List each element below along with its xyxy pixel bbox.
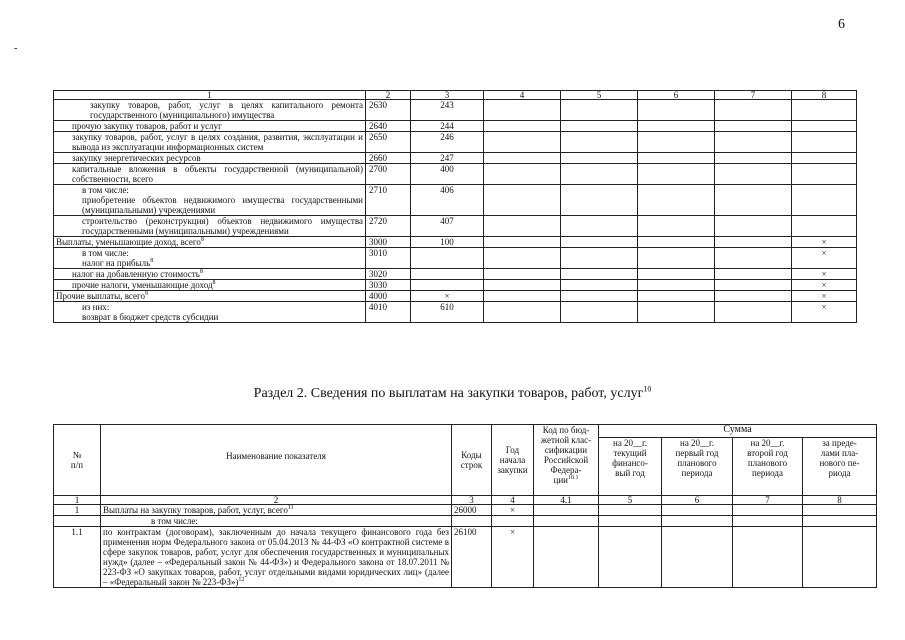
- margin-mark: -: [14, 43, 18, 54]
- table-row: [54, 164, 857, 185]
- index-cell: 4: [492, 496, 534, 505]
- empty-cell: [715, 302, 792, 323]
- empty-cell: [715, 280, 792, 291]
- header-sum-beyond-plan: за преде- лами пла- нового пе- риода: [803, 438, 877, 496]
- row-col8: [792, 153, 857, 164]
- row-name: [54, 216, 366, 237]
- header-kbk-footnote: 10.1: [567, 475, 579, 481]
- row-col8: ×: [792, 280, 857, 291]
- empty-cell: [561, 269, 638, 280]
- row-col8: [792, 100, 857, 121]
- table-row: [54, 132, 857, 153]
- empty-cell: [561, 121, 638, 132]
- empty-cell: [484, 121, 561, 132]
- empty-cell: [484, 291, 561, 302]
- header-kbk: [534, 425, 599, 496]
- row-kbk: 610: [411, 302, 484, 323]
- empty-cell: [484, 302, 561, 323]
- row-kbk: [411, 248, 484, 269]
- index-cell: 2: [101, 496, 452, 505]
- row-code: 3020: [366, 269, 411, 280]
- row-year: [492, 516, 534, 527]
- row-col8: [792, 164, 857, 185]
- row-code: 3010: [366, 248, 411, 269]
- table-row: [54, 153, 857, 164]
- header-kbk-text: Код по бюд- жетной клас- сификации Российской Федера- ции: [540, 425, 592, 485]
- row-name: [54, 185, 366, 216]
- empty-cell: [561, 291, 638, 302]
- row-name-text: Выплаты, уменьшающие доход, всего: [56, 237, 201, 247]
- empty-cell: [484, 132, 561, 153]
- index-cell: 8: [792, 91, 857, 100]
- page-number: 6: [838, 17, 845, 32]
- header-sum-second-plan-year: на 20__г. второй год планового периода: [733, 438, 803, 496]
- index-cell: 7: [715, 91, 792, 100]
- row-col8: [792, 216, 857, 237]
- row-name-text: прочие налоги, уменьшающие доход: [72, 280, 213, 290]
- row-footnote: 8: [200, 237, 204, 243]
- empty-cell: [715, 121, 792, 132]
- empty-cell: [561, 248, 638, 269]
- empty-cell: [715, 237, 792, 248]
- empty-cell: [715, 291, 792, 302]
- empty-cell: [638, 216, 715, 237]
- row-col8: [792, 121, 857, 132]
- table-row: [54, 216, 857, 237]
- empty-cell: [484, 216, 561, 237]
- outflows-index-row: [54, 91, 857, 100]
- empty-cell: [715, 132, 792, 153]
- empty-cell: [561, 216, 638, 237]
- empty-cell: [599, 516, 662, 527]
- header-year: Год начала закупки: [492, 425, 534, 496]
- table-row: [54, 280, 857, 291]
- table-row: [54, 185, 857, 216]
- row-code: 26000: [452, 505, 492, 516]
- row-name: [54, 153, 366, 164]
- row-kbk: 247: [411, 153, 484, 164]
- empty-cell: [561, 237, 638, 248]
- empty-cell: [484, 269, 561, 280]
- row-num: 1: [54, 505, 101, 516]
- row-name: [54, 291, 366, 302]
- empty-cell: [662, 516, 733, 527]
- table-row: [54, 302, 857, 323]
- empty-cell: [715, 185, 792, 216]
- row-kbk: [411, 269, 484, 280]
- empty-cell: [638, 237, 715, 248]
- row-name-text: прочую закупку товаров, работ и услуг: [72, 121, 222, 131]
- section-2-title-text: Раздел 2. Сведения по выплатам на закупки товаров, работ, услуг: [253, 386, 644, 401]
- row-name: [54, 100, 366, 121]
- row-kbk: 246: [411, 132, 484, 153]
- procurement-table: [53, 424, 877, 588]
- row-kbk: 407: [411, 216, 484, 237]
- row-name-text: Выплаты на закупку товаров, работ, услуг, всего: [103, 505, 288, 515]
- row-name-text: закупку товаров, работ, услуг в целях создания, развития, эксплуатации и вывода из эксплуатации информационных систем: [72, 132, 363, 152]
- row-name-text: в том числе: налог на прибыль: [82, 248, 151, 268]
- index-cell: 3: [411, 91, 484, 100]
- row-footnote: 9: [144, 291, 148, 297]
- header-codes: Коды строк: [452, 425, 492, 496]
- row-year: ×: [492, 527, 534, 588]
- row-code: 4010: [366, 302, 411, 323]
- row-kbk: ×: [411, 291, 484, 302]
- row-code: 3000: [366, 237, 411, 248]
- empty-cell: [561, 280, 638, 291]
- empty-cell: [638, 121, 715, 132]
- table-row: [54, 237, 857, 248]
- row-code: 3030: [366, 280, 411, 291]
- empty-cell: [733, 527, 803, 588]
- row-code: 2700: [366, 164, 411, 185]
- index-cell: 4: [484, 91, 561, 100]
- empty-cell: [662, 505, 733, 516]
- section-2-title: [0, 386, 905, 402]
- empty-cell: [638, 100, 715, 121]
- row-col8: [792, 185, 857, 216]
- empty-cell: [803, 505, 877, 516]
- row-name-text: закупку энергетических ресурсов: [72, 153, 201, 163]
- row-name: [54, 248, 366, 269]
- row-name: [54, 132, 366, 153]
- row-code: 2650: [366, 132, 411, 153]
- empty-cell: [803, 527, 877, 588]
- empty-cell: [599, 505, 662, 516]
- index-cell: 3: [452, 496, 492, 505]
- row-name-text: в том числе: приобретение объектов недвижимого имущества государственными (муниципальными) учреждениями: [82, 185, 363, 215]
- empty-cell: [561, 153, 638, 164]
- table-row: [54, 527, 877, 588]
- empty-cell: [715, 153, 792, 164]
- row-name: [54, 164, 366, 185]
- row-code: 2710: [366, 185, 411, 216]
- empty-cell: [484, 280, 561, 291]
- row-name-text: капитальные вложения в объекты государственной (муниципальной) собственности, всего: [72, 164, 363, 184]
- empty-cell: [715, 248, 792, 269]
- index-cell: 6: [638, 91, 715, 100]
- empty-cell: [561, 132, 638, 153]
- row-col8: [792, 132, 857, 153]
- row-footnote: 12: [238, 577, 245, 583]
- row-name-text: закупку товаров, работ, услуг в целях капитального ремонта государственного (муниципального) имущества: [90, 100, 363, 120]
- empty-cell: [638, 185, 715, 216]
- empty-cell: [638, 132, 715, 153]
- row-code: [452, 516, 492, 527]
- row-col8: ×: [792, 269, 857, 280]
- empty-cell: [715, 216, 792, 237]
- row-name: [54, 280, 366, 291]
- row-code: 2640: [366, 121, 411, 132]
- row-num: [54, 516, 101, 527]
- empty-cell: [484, 248, 561, 269]
- row-num: 1.1: [54, 527, 101, 588]
- empty-cell: [638, 164, 715, 185]
- row-name: [54, 237, 366, 248]
- empty-cell: [638, 291, 715, 302]
- row-code: 4000: [366, 291, 411, 302]
- empty-cell: [484, 185, 561, 216]
- empty-cell: [638, 280, 715, 291]
- table-row: [54, 269, 857, 280]
- index-cell: 5: [561, 91, 638, 100]
- row-name-text: из них: возврат в бюджет средств субсидии: [82, 302, 219, 322]
- row-name: [54, 302, 366, 323]
- empty-cell: [662, 527, 733, 588]
- empty-cell: [638, 302, 715, 323]
- empty-cell: [599, 527, 662, 588]
- empty-cell: [561, 100, 638, 121]
- empty-cell: [561, 185, 638, 216]
- empty-cell: [638, 153, 715, 164]
- row-name-text: по контрактам (договорам), заключенным до начала текущего финансового года без применения норм Федерального закона от 05.04.2013 № 44-ФЗ «О контрактной системе в сфере закупок товаров, работ, услуг для обеспечения государственных и муниципальных нужд» (далее – «Федеральный закон № 44-ФЗ») и Федерального закона от 18.07.2011 № 223-ФЗ «О закупках товаров, работ, услуг отдельными видами юридических лиц» (далее – «Федеральный закон № 223-ФЗ»): [103, 527, 449, 587]
- row-name: [54, 269, 366, 280]
- row-name: [101, 527, 452, 588]
- row-col8: ×: [792, 291, 857, 302]
- empty-cell: [484, 100, 561, 121]
- row-kbk: 243: [411, 100, 484, 121]
- empty-cell: [484, 164, 561, 185]
- empty-cell: [803, 516, 877, 527]
- row-footnote: 11: [287, 505, 294, 511]
- row-kbk: 400: [411, 164, 484, 185]
- index-cell: 6: [662, 496, 733, 505]
- empty-cell: [561, 302, 638, 323]
- empty-cell: [733, 516, 803, 527]
- header-name: Наименование показателя: [101, 425, 452, 496]
- row-col8: ×: [792, 248, 857, 269]
- header-sum: Сумма: [599, 425, 877, 438]
- empty-cell: [561, 164, 638, 185]
- empty-cell: [733, 505, 803, 516]
- row-code: 26100: [452, 527, 492, 588]
- row-name: [101, 516, 452, 527]
- empty-cell: [484, 153, 561, 164]
- index-cell: 4.1: [534, 496, 599, 505]
- row-name: [54, 121, 366, 132]
- table-row: [54, 516, 877, 527]
- section-2-title-footnote: 10: [643, 384, 652, 394]
- header-num: № п/п: [54, 425, 101, 496]
- table-row: [54, 121, 857, 132]
- index-cell: 2: [366, 91, 411, 100]
- index-cell: 5: [599, 496, 662, 505]
- header-sum-first-plan-year: на 20__г. первый год планового периода: [662, 438, 733, 496]
- outflows-table: [53, 90, 857, 323]
- table-row: [54, 248, 857, 269]
- table-row: [54, 100, 857, 121]
- header-sum-current-year: на 20__г. текущий финансо- вый год: [599, 438, 662, 496]
- row-kbk: 244: [411, 121, 484, 132]
- index-cell: 7: [733, 496, 803, 505]
- row-kbk: 406: [411, 185, 484, 216]
- row-year: ×: [492, 505, 534, 516]
- empty-cell: [534, 516, 599, 527]
- empty-cell: [638, 269, 715, 280]
- row-name-text: строительство (реконструкция) объектов недвижимого имущества государственными (муниципальными) учреждениями: [82, 216, 363, 236]
- index-cell: 1: [54, 496, 101, 505]
- procurement-index-row: [54, 496, 877, 505]
- row-code: 2660: [366, 153, 411, 164]
- index-cell: 1: [54, 91, 366, 100]
- row-name-text: налог на добавленную стоимость: [72, 269, 200, 279]
- table-row: [54, 505, 877, 516]
- row-kbk: 100: [411, 237, 484, 248]
- row-col8: ×: [792, 237, 857, 248]
- row-name: [101, 505, 452, 516]
- row-footnote: 8: [212, 280, 216, 286]
- index-cell: 8: [803, 496, 877, 505]
- row-footnote: 8: [199, 269, 203, 275]
- empty-cell: [484, 237, 561, 248]
- empty-cell: [715, 100, 792, 121]
- empty-cell: [715, 164, 792, 185]
- row-code: 2630: [366, 100, 411, 121]
- empty-cell: [715, 269, 792, 280]
- row-code: 2720: [366, 216, 411, 237]
- empty-cell: [534, 527, 599, 588]
- table-row: [54, 291, 857, 302]
- row-footnote: 8: [150, 258, 154, 264]
- row-kbk: [411, 280, 484, 291]
- empty-cell: [638, 248, 715, 269]
- row-name-text: Прочие выплаты, всего: [56, 291, 145, 301]
- procurement-header-row: [54, 425, 877, 438]
- empty-cell: [534, 505, 599, 516]
- row-name-text: в том числе:: [151, 516, 198, 526]
- row-col8: ×: [792, 302, 857, 323]
